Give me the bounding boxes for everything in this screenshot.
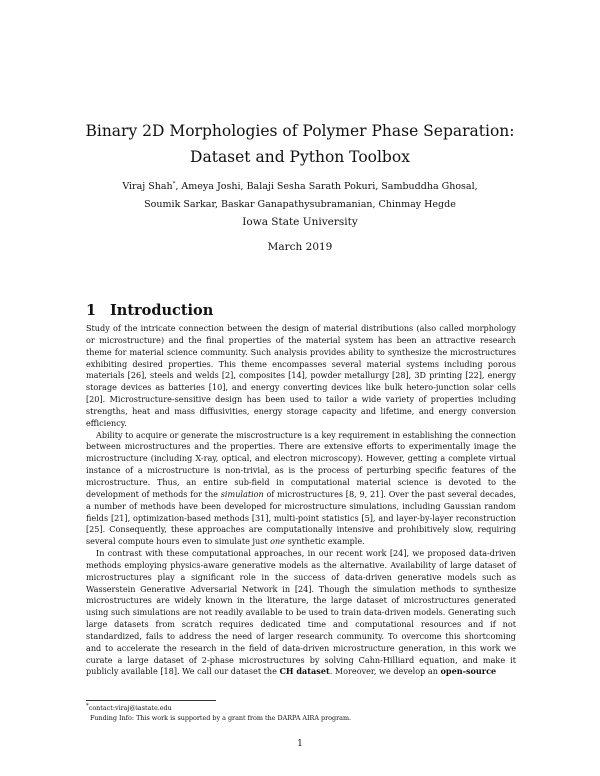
first-author: Viraj Shah — [122, 181, 173, 192]
emphasis-one: one — [270, 536, 286, 547]
paragraph-3: In contrast with these computational approaches, in our recent work [24], we proposed data-driven methods employing physics-aware generative models as the alternative. Availability of large dataset of microstructures play a significant role in the success of data-driven generative models such as Wasserstein Generative Adversarial Network in [24]. Though the simulation methods to synthesize microstructures are widely known in the literature, the large dataset of microstructures generated using such simulations are not readily available to be used to train data-driven models. Generating such large datasets from scratch requires dedicated time and computational resources and if not standardized, fails to address the need of larger research community. To overcome this shortcoming and to accelerate the research in the field of data-driven microstructure generation, in this work we curate a large dataset of 2-phase microstructures by solving Cahn-Hilliard equation, and make it publicly available [18]. We call our dataset the CH dataset. Moreover, we develop an open-source — [86, 548, 516, 677]
section-title: Introduction — [110, 302, 214, 319]
contact-email[interactable]: contact:viraj@iastate.edu — [88, 704, 172, 712]
footnotes — [86, 703, 516, 723]
bold-open-source: open-source — [440, 666, 497, 677]
paragraph-1: Study of the intricate connection between the design of material distributions (also called morphology or microstructure) and the final properties of the material system has been an attractive research theme for material science community. Such analysis provides ability to synthesize the microstructures exhibiting desired properties. This theme encompasses several material systems including porous materials [26], steels and welds [2], composites [14], powder metallurgy [28], 3D printing [22], energy storage devices as batteries [10], and energy converting devices like bulk hetero-junction solar cells [20]. Microstructure-sensitive design has been used to tailor a wide variety of properties including strengths, heat and mass diffusivities, energy storage capacity and lifetime, and energy conversion efficiency. — [86, 323, 516, 428]
author-list — [60, 178, 540, 214]
author-footnote-mark[interactable]: * — [172, 180, 176, 187]
authors-line-1-rest: , Ameya Joshi, Balaji Sesha Sarath Pokuri, Sambuddha Ghosal, — [175, 181, 478, 192]
paragraph-2: Ability to acquire or generate the miscrostructure is a key requirement in establishing the connection between microstructures and the properties. There are extensive efforts to experimentally image the microstructure (including X-ray, optical, and electron microscopy). However, getting a complete virtual instance of a microstructure is non-trivial, as is the process of perturbing specific features of the microstructure. Thus, an entire sub-field in computational material science is devoted to the development of methods for the simulation of microstructures [8, 9, 21]. Over the past several decades, a number of methods have been developed for microstructure simulations, including Gaussian random fields [21], optimization-based methods [31], multi-point statistics [5], and layer-by-layer reconstruction [25]. Consequently, these approaches are computationally intensive and prohibitively slow, requiring several compute hours even to simulate just one synthetic example. — [86, 429, 516, 547]
date: March 2019 — [267, 241, 333, 253]
paper-title — [60, 118, 540, 170]
title-line-2: Dataset and Python Toolbox — [190, 148, 410, 166]
emphasis-simulation: simulation — [220, 488, 264, 499]
title-line-1: Binary 2D Morphologies of Polymer Phase Separation: — [85, 122, 515, 140]
body-text — [86, 323, 516, 678]
footnote-contact — [86, 703, 516, 713]
page-number: 1 — [297, 739, 303, 749]
bold-ch-dataset: CH dataset — [279, 666, 330, 677]
section-heading — [86, 302, 213, 319]
authors-line-1 — [60, 178, 540, 196]
footnote-rule — [86, 700, 216, 701]
affiliation: Iowa State University — [242, 216, 358, 228]
footnote-funding: Funding Info: This work is supported by a grant from the DARPA AIRA program. — [90, 714, 352, 722]
section-number: 1 — [86, 302, 97, 319]
footnote-mark: * — [86, 702, 89, 709]
authors-line-2: Soumik Sarkar, Baskar Ganapathysubramanian, Chinmay Hegde — [144, 199, 456, 210]
